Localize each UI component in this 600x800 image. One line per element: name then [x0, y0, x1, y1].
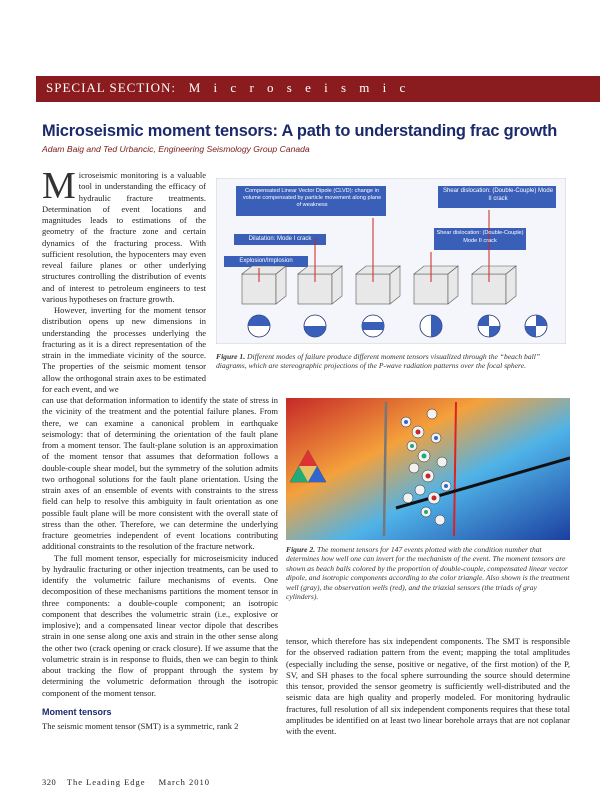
article-authors: Adam Baig and Ted Urbancic, Engineering Seismology Group Canada — [42, 144, 310, 154]
heading-moment-tensors: Moment tensors — [42, 706, 112, 717]
left-column-top — [42, 165, 206, 395]
right-column-bottom — [286, 636, 570, 737]
figure-1-label: Figure 1. — [216, 352, 246, 361]
section-label: SPECIAL SECTION: — [46, 80, 176, 95]
figure-1 — [216, 178, 566, 344]
page-number: 320 — [42, 777, 57, 787]
figure-2-graphic — [286, 398, 570, 540]
figure-2-label: Figure 2. — [286, 545, 316, 554]
paragraph-intro: icroseismic monitoring is a valuable tool in understanding the efficacy of hydraulic fracture treatments. Determination of event locations and magnitudes leads to estimations of the geometry of the fracture zone and certain dynamics of the fracturing process. With sufficient resolution, the hypocenters may even reveal failure planes or other underlying structures controlling the distribution of events and of interest to petroleum engineers to test various hypotheses on fracture growth. — [42, 170, 206, 304]
paragraph-smt-continued: tensor, which therefore has six independent components. The SMT is responsible for the observed radiation pattern from the event; mapping the total amplitudes (especially including the sense, positive or negative, of the first motion) of the P, SV, and SH phases to the focal sphere surrounding the source should determine this tensor, provided the sensor geometry is sufficiently well-distributed and the seismic data are high quality and properly modeled. For monitoring hydraulic fractures, full resolution of all six independent components requires that these total amplitudes be identified on at least two linear borehole arrays that are not coplanar with the event. — [286, 636, 570, 736]
label-clvd: Compensated Linear Vector Dipole (CLVD): change in volume compensated by particle movement along plane of weakness — [242, 188, 382, 208]
drop-cap: M — [42, 165, 76, 207]
paragraph-moment-distribution: However, inverting for the moment tensor distribution opens up new dimensions in understanding the processes underlying the fracturing as it is a direct representation of the strain in the immediate vicinity of the source. The properties of the seismic moment tensor allow the orthogonal strain axes to be estimated for each event, and we — [42, 305, 206, 394]
figure-2 — [286, 398, 570, 540]
figure-1-caption-text: Different modes of failure produce different moment tensors visualized through the “beach ball” diagrams, which are stereographic projections of the P-wave radiation patterns over the focal sphere. — [216, 352, 541, 371]
label-shear-double-couple: Shear dislocation: (Double-Couple) Mode II crack — [442, 188, 554, 202]
issue-date: March 2010 — [158, 777, 210, 787]
journal-name: The Leading Edge — [66, 777, 146, 787]
page-footer — [42, 777, 210, 787]
figure-1-caption — [216, 352, 570, 371]
paragraph-smt-start: The seismic moment tensor (SMT) is a symmetric, rank 2 — [42, 721, 239, 731]
section-header — [46, 80, 410, 96]
section-topic: M i c r o s e i s m i c — [188, 80, 411, 95]
figure-2-caption-text: The moment tensors for 147 events plotted with the condition number that determines how well one can invert for the mechanism of the event. The moment tensors are shown as beach balls colored by the proportion of double-couple, compensated linear vector dipole, and isotropic components according to the color triangle. Also shown is the treatment well (gray), the observation wells (red), and the triaxial sensors (the triads of gray cylinders). — [286, 545, 570, 602]
label-shear-mode2: Shear dislocation: (Double-Couple) Mode II crack — [436, 230, 524, 244]
figure-2-caption — [286, 545, 570, 601]
paragraph-full-moment: The full moment tensor, especially for microseismicity induced by hydraulic fracturing or other injection treatments, can be used to identify the volumetric failure mechanisms of events. One decomposition of these mechanisms partitions the moment tensor in three components: a double-couple component; an isotropic component that describes the volumetric strain (i.e., explosive or implosive); and a compensated linear vector dipole that describes strain in one sense along one axis and strain in the other sense along the other two (crack opening or crack closure). If we assume that the volumetric strain is in response to fluids, then we can begin to think about tracking the flow of proppant through the system by determining the volumetric deformation through the isotropic component of the moment tensor. — [42, 552, 278, 698]
paragraph-stress: can use that deformation information to identify the state of stress in the vicinity of the treatment and the potential failure planes. From there, we can examine a canonical problem in earthquake seismology: that of determining the orientation of the fault plane from a moment tensor. The fault-plane solution is an approximation of the moment tensor that assumes that deformation follows a double-couple shear model, but the symmetry of the solution admits two orthogonal solutions for the fault plane orientation. Using the strain axes of an ensemble of events with constraints to the stress field can help to resolve this ambiguity in fault orientation as one possible fault plane will be more consistent with the overall state of stress than the other. Therefore, we can determine the underlying fracture geometries independent of event locations contributing additional constraints to the resolution of the fracture network. — [42, 395, 278, 552]
article-title: Microseismic moment tensors: A path to understanding frac growth — [42, 122, 558, 140]
label-dilatation: Dilatation: Mode I crack — [248, 236, 312, 242]
label-explosion: Explosion/Implosion — [239, 258, 293, 264]
left-column-bottom — [42, 395, 278, 732]
